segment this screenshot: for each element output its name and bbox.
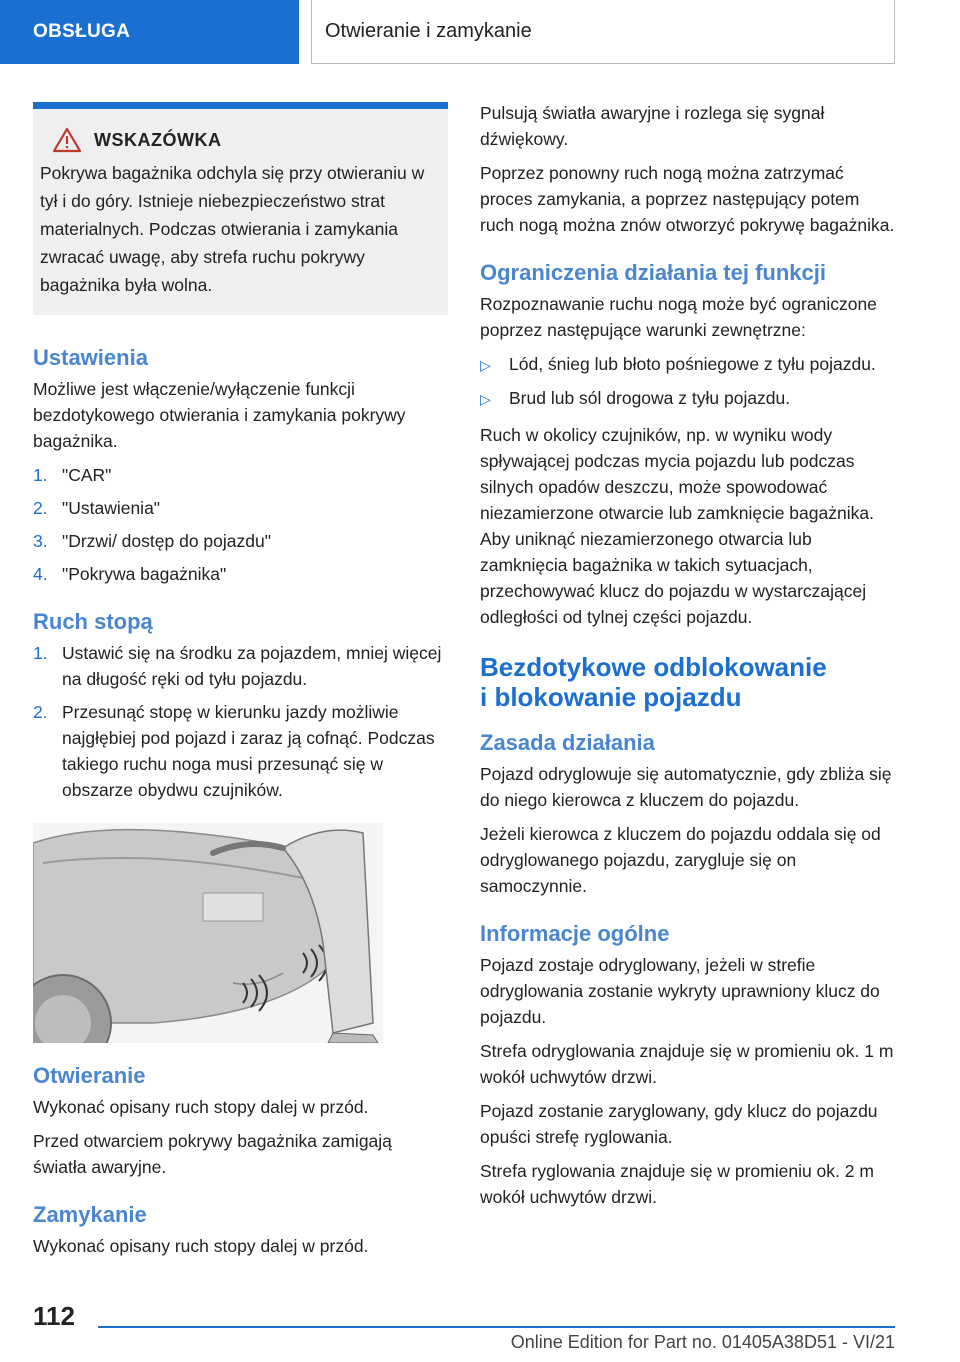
ograniczenia-text: Ruch w okolicy czujników, np. w wyniku wody spływającej podczas mycia pojazdu lub podczas silnych opadów deszczu, może spowodować niezamierzone otwarcie lub zamknięcie bagażnika. Aby uniknąć niezamierzonego otwarcia lub zamknięcia bagażnika w takich sytuacjach, przechowywać klucz do pojazdu w wystarczającej odległości od tylnej części pojazdu. [480,425,874,627]
section-tab: OBSŁUGA [0,0,299,64]
edition-note: Online Edition for Part no. 01405A38D51 - VI/21 [510,1332,895,1352]
right-text-2: Poprzez ponowny ruch nogą można zatrzymać proces zamykania, a poprzez następujący potem ruch nogą można znów otworzyć pokrywę bagażnika. [480,163,895,235]
list-item: 4. "Pokrywa bagażnika" [33,564,227,584]
warning-text: Pokrywa bagażnika odchyla się przy otwieraniu w tył i do góry. Istnieje niebezpieczeństwo strat materialnych. Podczas otwierania i zamykania zwracać uwagę, aby strefa ruchu pokrywy bagażnika była wolna. [40,163,425,295]
heading-zamykanie: Zamykanie [33,1202,147,1227]
right-column [480,100,895,1218]
heading-ustawienia: Ustawienia [33,345,148,370]
ustawienia-steps [33,462,448,587]
info-text-1: Pojazd zostaje odryglowany, jeżeli w strefie odryglowania zostanie wykryty uprawniony klucz do pojazdu. [480,955,880,1027]
right-text-1: Pulsują światła awaryjne i rozlega się sygnał dźwiękowy. [480,103,825,149]
ruch-steps [33,640,448,803]
list-item: 3. "Drzwi/ dostęp do pojazdu" [33,531,271,551]
list-item: ▷ Lód, śnieg lub błoto pośniegowe z tyłu pojazdu. [480,351,895,378]
info-text-4: Strefa ryglowania znajduje się w promieniu ok. 2 m wokół uchwytów drzwi. [480,1161,874,1207]
otwieranie-text-1: Wykonać opisany ruch stopy dalej w przód. [33,1097,369,1117]
chapter-title: Otwieranie i zamykanie [311,0,895,64]
footer-divider [98,1326,895,1328]
list-item: 1. "CAR" [33,465,112,485]
heading-ograniczenia: Ograniczenia działania tej funkcji [480,260,826,285]
zamykanie-text-1: Wykonać opisany ruch stopy dalej w przód. [33,1236,369,1256]
info-text-2: Strefa odryglowania znajduje się w promieniu ok. 1 m wokół uchwytów drzwi. [480,1041,894,1087]
list-item: 2. "Ustawienia" [33,498,161,518]
info-text-3: Pojazd zostanie zaryglowany, gdy klucz do pojazdu opuści strefę ryglowania. [480,1101,878,1147]
zasada-text-2: Jeżeli kierowca z kluczem do pojazdu oddala się od odryglowanego pojazdu, zarygluje się on samoczynnie. [480,824,881,896]
heading-informacje: Informacje ogólne [480,921,670,946]
heading-otwieranie: Otwieranie [33,1063,146,1088]
heading-ruch-stopa: Ruch stopą [33,609,153,634]
ograniczenia-intro: Rozpoznawanie ruchu nogą może być ograniczone poprzez następujące warunki zewnętrzne: [480,294,877,340]
warning-box [33,102,448,315]
list-item: ▷ Brud lub sól drogowa z tyłu pojazdu. [480,385,895,412]
warning-triangle-icon [52,127,82,153]
foot-gesture-illustration [33,823,383,1043]
bullet-triangle-icon: ▷ [480,357,491,373]
page-number: 112 [33,1301,75,1331]
otwieranie-text-2: Przed otwarciem pokrywy bagażnika zamigają światła awaryjne. [33,1131,392,1177]
list-item: 2. Przesunąć stopę w kierunku jazdy możliwie najgłębiej pod pojazd i zaraz ją cofnąć. Podczas takiego ruchu noga musi przesunąć się w obszarze obydwu czujników. [33,702,435,800]
zasada-text-1: Pojazd odryglowuje się automatycznie, gdy zbliża się do niego kierowca z kluczem do pojazdu. [480,764,892,810]
left-column [33,102,448,1267]
heading-bezdotykowe: Bezdotykowe odblokowanie i blokowanie pojazdu [480,652,827,712]
ustawienia-intro: Możliwe jest włączenie/wyłączenie funkcji bezdotykowego otwierania i zamykania pokrywy bagażnika. [33,379,406,451]
ograniczenia-list [480,351,895,412]
bullet-triangle-icon: ▷ [480,391,491,407]
list-item: 1. Ustawić się na środku za pojazdem, mniej więcej na długość ręki od tyłu pojazdu. [33,643,442,689]
heading-zasada: Zasada działania [480,730,655,755]
warning-title: WSKAZÓWKA [94,129,222,150]
